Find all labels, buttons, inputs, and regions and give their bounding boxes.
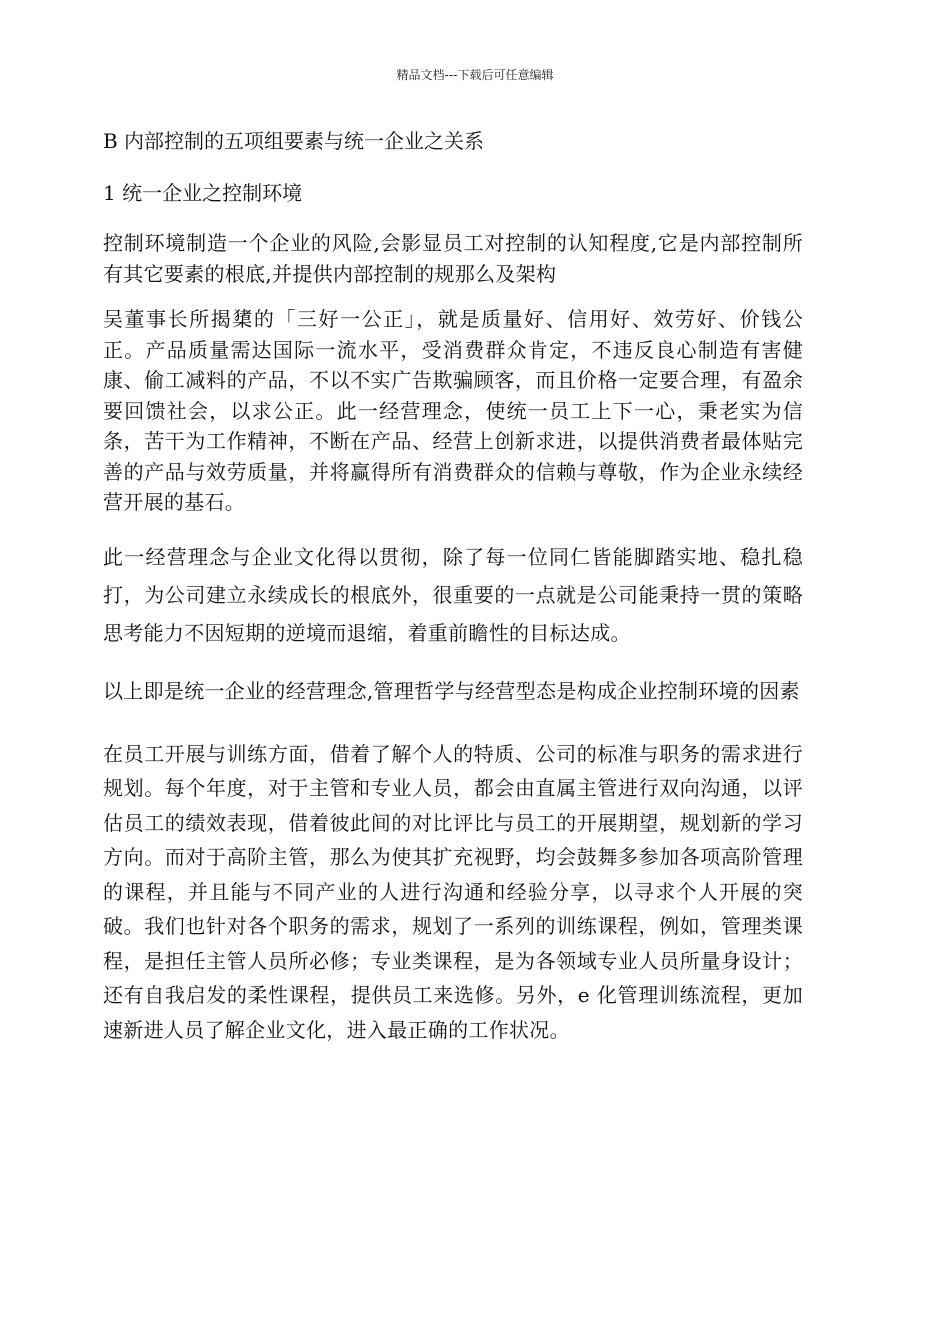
document-body bbox=[103, 126, 803, 1047]
section-heading: 1 统一企业之控制环境 bbox=[103, 181, 303, 205]
page-header: 精品文档---下载后可任意编辑 bbox=[396, 68, 554, 82]
paragraph-summary: 以上即是统一企业的经营理念,管理哲学与经营型态是构成企业控制环境的因素 bbox=[103, 678, 800, 703]
document-title: B 内部控制的五项组要素与统一企业之关系 bbox=[103, 129, 485, 153]
paragraph-business-philosophy: 此一经营理念与企业文化得以贯彻，除了每一位同仁皆能脚踏实地、稳扎稳打，为公司建立永续成长的根底外，很重要的一点就是公司能秉持一贯的策略思考能力不因短期的逆境而退缩，着重前瞻性的目标达成。 bbox=[103, 544, 803, 645]
paragraph-three-goods: 吴董事长所揭橥的「三好一公正」，就是质量好、信用好、效劳好、价钱公正。产品质量需达国际一流水平，受消费群众肯定，不违反良心制造有害健康、偷工减料的产品，不以不实广告欺骗顾客，而且价格一定要合理，有盈余要回馈社会，以求公正。此一经营理念，使统一员工上下一心，秉老实为信条，苦干为工作精神，不断在产品、经营上创新求进，以提供消费者最体贴完善的产品与效劳质量，并将赢得所有消费群众的信赖与尊敬，作为企业永续经营开展的基石。 bbox=[103, 307, 803, 514]
paragraph-training: 在员工开展与训练方面，借着了解个人的特质、公司的标准与职务的需求进行规划。每个年度，对于主管和专业人员，都会由直属主管进行双向沟通，以评估员工的绩效表现，借着彼此间的对比评比与员工的开展期望，规划新的学习方向。而对于高阶主管，那么为使其扩充视野，均会鼓舞多参加各项高阶管理的课程，并且能与不同产业的人进行沟通和经验分享，以寻求个人开展的突破。我们也针对各个职务的需求，规划了一系列的训练课程，例如，管理类课程，是担任主管人员所必修；专业类课程，是为各领域专业人员所量身设计；还有自我启发的柔性课程，提供员工来选修。另外，e 化管理训练流程，更加速新进人员了解企业文化，进入最正确的工作状况。 bbox=[103, 741, 803, 1042]
paragraph-control-environment: 控制环境制造一个企业的风险,会影显员工对控制的认知程度,它是内部控制所有其它要素的根底,并提供内部控制的规那么及架构 bbox=[103, 231, 803, 286]
